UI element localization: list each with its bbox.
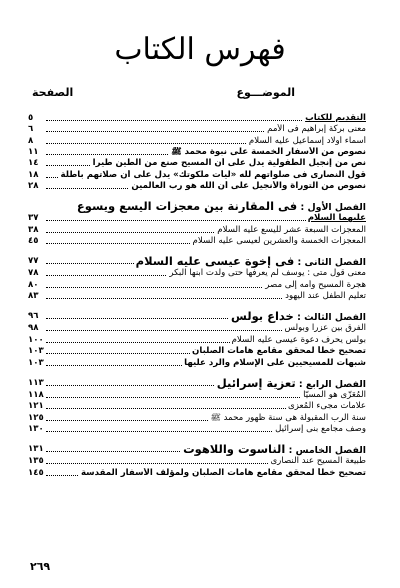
toc-entry bbox=[28, 158, 366, 169]
toc-entry-text: معنى قول متى : يوسف لم يعرفها حتى ولدت ابنها البكر bbox=[169, 268, 366, 279]
toc-entry-text: نصوص من الأسفار الخمسة على نبوة محمد ﷺ bbox=[171, 147, 366, 158]
toc-entry-page: ٩٨ bbox=[28, 323, 39, 334]
chapter-heading bbox=[28, 199, 366, 213]
toc-entry-page: ٣٧ bbox=[28, 213, 39, 224]
toc-entry-page: ٨٣ bbox=[28, 291, 39, 302]
chapter-title: خداع بولس bbox=[231, 309, 294, 324]
toc-entry bbox=[28, 181, 366, 192]
toc-entry bbox=[28, 113, 366, 124]
chapter-title: فى إخوة عيسى عليه السلام bbox=[135, 254, 295, 269]
toc-entry bbox=[28, 170, 366, 181]
column-header-page: الصفحة bbox=[32, 86, 74, 99]
toc-entry-text: هجرة المسيح وأمه إلى مصر bbox=[265, 279, 366, 290]
toc-entry bbox=[28, 358, 366, 369]
chapter-title: فى المقارنة بين معجزات اليسع ويسوع bbox=[76, 199, 298, 214]
toc-entry bbox=[28, 136, 366, 147]
toc-entry bbox=[28, 401, 366, 412]
toc-entry-text: المعجزات السبعة عشر لليسع عليه السلام bbox=[217, 224, 366, 235]
toc-entry bbox=[28, 456, 366, 467]
chapter-title: الناسوت واللاهوت bbox=[183, 442, 286, 457]
page-title: فهرس الكتاب bbox=[114, 32, 286, 67]
toc-entry-text: سنة الرب المقبولة هى سنة ظهور محمد ﷺ bbox=[210, 412, 366, 423]
toc-entry-page: ٨ bbox=[28, 135, 34, 146]
toc-entry bbox=[28, 335, 366, 346]
page-number: ٢٦٩ bbox=[30, 560, 51, 573]
toc-entry-page: ٧٨ bbox=[28, 268, 39, 279]
toc-entry-text: قول النصارى فى صلواتهم لله «ليأت ملكوتك» يدل على أن صلاتهم باطلة bbox=[60, 169, 366, 180]
toc-entry-text: معنى بركة إبراهيم فى الأمم bbox=[267, 124, 366, 135]
toc-entry-page: ١٢٥ bbox=[28, 412, 44, 423]
toc-entry-page: ١٢١ bbox=[28, 401, 44, 412]
toc-entry-page: ١١ bbox=[28, 147, 39, 158]
toc-entry bbox=[28, 213, 366, 224]
toc-entry-page: ٦ bbox=[28, 124, 34, 135]
toc-entry-page: ١٤ bbox=[28, 158, 39, 169]
toc-entry-text: أسماء أولاد إسماعيل عليه السلام bbox=[248, 135, 366, 146]
chapter-label: الفصل الثانى : bbox=[297, 257, 366, 269]
toc-entry bbox=[28, 124, 366, 135]
toc-entry-page: ٨٠ bbox=[28, 279, 39, 290]
toc-entry bbox=[28, 424, 366, 435]
toc-entry bbox=[28, 346, 366, 357]
toc-entry-text: تصحيح خطأ لمحقق مقامع هامات الصلبان ولمؤلف الأسفار المقدسة bbox=[80, 467, 366, 478]
chapter-label: الفصل الأول : bbox=[300, 202, 366, 214]
column-header-topic: الموضـــوع bbox=[236, 86, 295, 99]
toc-entry-page: ١٠٣ bbox=[28, 357, 44, 368]
chapter-page: ١١٣ bbox=[28, 377, 44, 388]
toc-entry-page: ٣٨ bbox=[28, 224, 39, 235]
toc-entry-page: ١٤٥ bbox=[28, 467, 44, 478]
toc-entry bbox=[28, 225, 366, 236]
toc-entry bbox=[28, 147, 366, 158]
toc-entry-page: ١٨ bbox=[28, 169, 39, 180]
table-of-contents bbox=[28, 113, 366, 479]
chapter-heading bbox=[28, 442, 366, 456]
chapter-label: الفصل الخامس : bbox=[288, 445, 366, 457]
toc-entry-page: ١٠٣ bbox=[28, 346, 44, 357]
toc-entry-text: نصوص من التوراة والأنجيل على أن الله هو رب العالمين bbox=[131, 181, 366, 192]
toc-entry-page: ١٣٥ bbox=[28, 456, 44, 467]
toc-entry-text: علامات مجىء المُعزى bbox=[288, 401, 366, 412]
toc-entry-page: ٤٥ bbox=[28, 236, 39, 247]
chapter-page: ٩٦ bbox=[28, 311, 39, 322]
toc-entry bbox=[28, 291, 366, 302]
toc-entry-text: التقديم للكتاب bbox=[305, 113, 366, 123]
chapter-page: ٧٧ bbox=[28, 256, 39, 267]
chapter-title: تعزية إسرائيل bbox=[216, 375, 296, 390]
toc-entry bbox=[28, 268, 366, 279]
toc-entry-text: شبهات للمسيحيين على الإسلام والرد عليها bbox=[184, 357, 366, 368]
chapter-heading bbox=[28, 254, 366, 268]
toc-entry-text: نص من إنجيل الطفولية يدل على أن المسيح صنع من الطين طيراً bbox=[92, 158, 366, 169]
chapter-page: ١٣١ bbox=[28, 444, 44, 455]
toc-entry bbox=[28, 468, 366, 479]
toc-entry-page: ١٠٠ bbox=[28, 334, 44, 345]
toc-entry bbox=[28, 323, 366, 334]
toc-entry-page: ١٣٠ bbox=[28, 423, 44, 434]
toc-entry-text: المعجزات الخمسة والعشرين لعيسى عليه السلام bbox=[192, 236, 366, 247]
chapter-heading bbox=[28, 309, 366, 323]
toc-entry-text: تصحيح خطأ لمحقق مقامع هامات الصلبان bbox=[192, 346, 366, 357]
toc-entry-page: ٢٨ bbox=[28, 181, 39, 192]
toc-entry-text: طبيعة المسيح عند النصارى bbox=[270, 456, 366, 467]
toc-entry-text: بولس يحرف دعوة عيسى عليه السلام bbox=[231, 334, 366, 345]
toc-entry-text: عليهما السلام bbox=[307, 213, 366, 224]
chapter-label: الفصل الرابع : bbox=[298, 378, 366, 390]
toc-entry-page: ٥ bbox=[28, 113, 34, 123]
toc-entry-page: ١١٨ bbox=[28, 389, 44, 400]
toc-entry-text: وصف مجامع بنى إسرائيل bbox=[275, 423, 366, 434]
chapter-heading bbox=[28, 376, 366, 390]
toc-entry bbox=[28, 390, 366, 401]
toc-entry bbox=[28, 413, 366, 424]
toc-entry-text: المُعَزّى هو المسيّا bbox=[303, 389, 366, 400]
chapter-label: الفصل الثالث : bbox=[297, 312, 366, 324]
toc-entry-text: الفرق بين عزرا وبولس bbox=[284, 323, 366, 334]
toc-entry bbox=[28, 236, 366, 247]
toc-entry-text: تعليم الطفل عند اليهود bbox=[285, 291, 366, 302]
toc-entry bbox=[28, 280, 366, 291]
